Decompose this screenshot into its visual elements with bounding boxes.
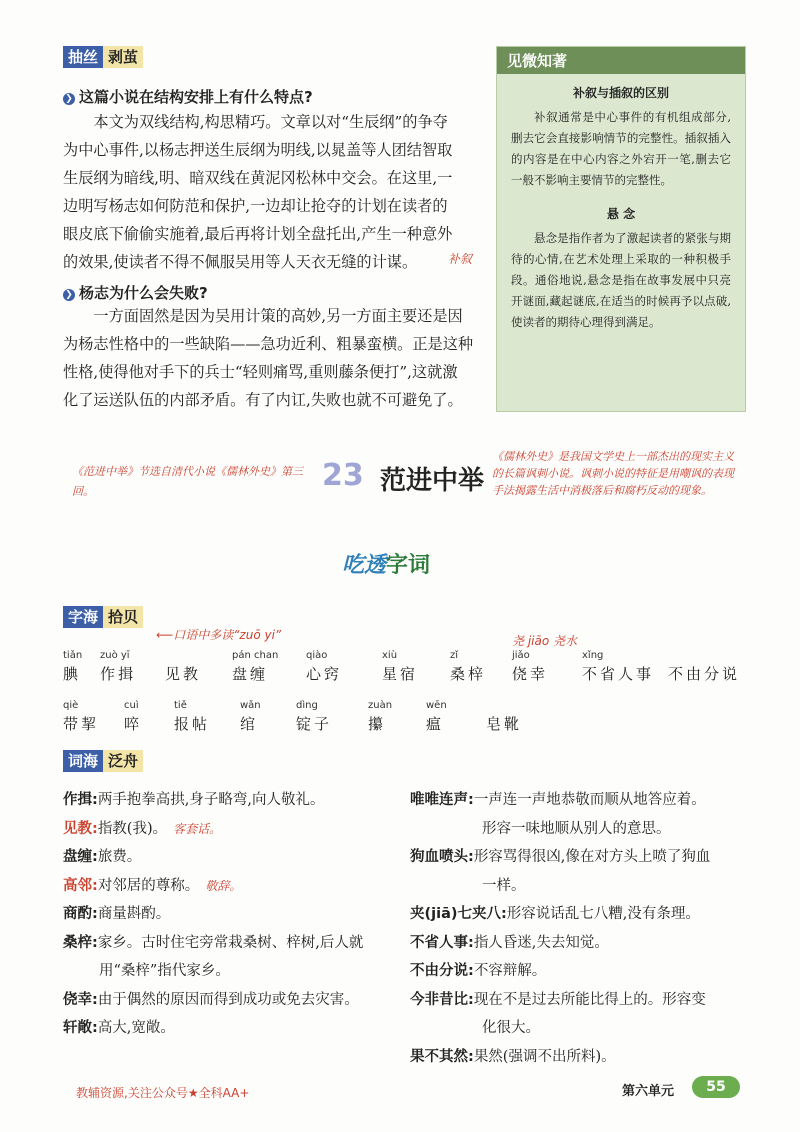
definition-entry [410, 815, 750, 844]
pinyin: tiǎn [63, 650, 83, 661]
definition-entry [410, 1014, 750, 1043]
cihai-right-column [410, 786, 750, 1071]
answer-line: 化了运送队伍的内部矛盾。有了内讧,失败也就不可避免了。 [63, 391, 463, 409]
definition-term: 作揖: [63, 792, 98, 808]
definition-entry [63, 786, 403, 815]
definition-entry [410, 1043, 750, 1072]
vocab-word: 腆 [63, 665, 82, 683]
question-icon: ❯ [63, 289, 75, 301]
definition-text: 不容辩解。 [473, 963, 547, 979]
sidebar-header: 见微知著 [497, 47, 745, 74]
vocab-word: 绾 [240, 715, 259, 733]
pinyin [486, 700, 522, 713]
definition-text: 对邻居的尊称。 [97, 877, 200, 894]
answer-1 [63, 108, 481, 276]
pinyin: zuò yī [100, 650, 130, 661]
zihai-note: ⟵口语中多读“zuō yi” [156, 628, 282, 642]
vocab-word: 皂靴 [486, 715, 523, 733]
definition-entry [63, 900, 403, 929]
definition-entry [63, 815, 403, 844]
pinyin: xiù [382, 650, 398, 661]
vocab-item [165, 650, 201, 684]
definition-term: 不省人事: [410, 934, 474, 951]
definition-text: 旅费。 [97, 849, 142, 865]
pinyin: qiè [63, 700, 79, 711]
definition-term: 狗血喷头: [410, 849, 474, 865]
sidebar-jianweizhizhu [496, 46, 746, 412]
sidebar-title-2: 悬 念 [606, 207, 636, 221]
lesson-number: 23 [322, 458, 364, 493]
vocab-word: 不由分说 [668, 665, 741, 683]
definition-entry [63, 872, 403, 901]
footer-unit: 第六单元 [622, 1084, 675, 1099]
pinyin: xǐng [582, 650, 604, 661]
vocab-item [382, 650, 418, 684]
answer-line: 边明写杨志如何防范和保护,一边却让抢夺的计划在读者的 [63, 197, 448, 215]
answer-line: 的效果,使读者不得不佩服吴用等人天衣无缝的计谋。 [63, 253, 418, 271]
pinyin: wēn [426, 700, 447, 711]
vocab-item [174, 700, 210, 734]
definition-entry [410, 872, 750, 901]
definition-term: 桑梓: [63, 934, 98, 951]
lesson-title: 范进中举 [380, 466, 485, 496]
definition-text: 形容说话乱七八糟,没有条理。 [506, 906, 700, 922]
vocab-item [63, 650, 82, 684]
vocab-item [450, 650, 486, 684]
vocab-word: 瘟 [426, 715, 445, 733]
definition-text: 化很大。 [482, 1020, 540, 1036]
question-icon: ❯ [63, 93, 75, 105]
definition-text: 一声连一声地恭敬而顺从地答应着。 [473, 792, 706, 808]
definition-text: 果然(强调不出所料)。 [473, 1048, 616, 1065]
lesson-note-left: 《范进中举》节选自清代小说《儒林外史》第三回。 [72, 465, 303, 498]
vocab-word: 桑梓 [450, 665, 487, 683]
definition-term: 今非昔比: [410, 991, 474, 1008]
vocab-word: 作揖 [100, 665, 137, 683]
answer-line: 一方面固然是因为吴用计策的高妙,另一方面主要还是因 [93, 307, 463, 325]
definition-entry [63, 957, 403, 986]
pinyin: tiě [174, 700, 187, 711]
definition-term: 果不其然: [410, 1048, 474, 1065]
vocab-word: 侥幸 [512, 665, 549, 683]
definition-text: 家乡。古时住宅旁常栽桑树、梓树,后人就 [97, 934, 364, 951]
footer-ad: 教辅资源,关注公众号★全科AA+ [76, 1086, 250, 1100]
pinyin: jiǎo [512, 650, 530, 661]
section-tag-chousi: 抽丝 剥茧 [63, 46, 143, 67]
vocab-word: 带挈 [63, 715, 100, 733]
cihai-left-column [63, 786, 403, 1043]
definition-entry [410, 900, 750, 929]
definition-text: 商量斟酌。 [97, 906, 171, 922]
vocab-item [426, 700, 447, 734]
definition-text: 一样。 [482, 877, 526, 894]
pinyin: qiào [306, 650, 328, 661]
definition-text: 形容骂得很凶,像在对方头上喷了狗血 [473, 849, 711, 865]
definition-text: 指人昏迷,失去知觉。 [473, 934, 609, 951]
vocab-word: 啐 [124, 715, 143, 733]
definition-term: 高邻: [63, 877, 98, 894]
lesson-note-right: 《儒林外史》是我国文学史上一部杰出的现实主义的长篇讽刺小说。讽刺小说的特征是用嘲讽的表现手法揭露生活中消极落后和腐朽反动的现象。 [492, 450, 734, 497]
vocab-item [582, 650, 654, 684]
vocab-word: 锭子 [296, 715, 333, 733]
question-1-title: ❯ 这篇小说在结构安排上有什么特点? [63, 86, 313, 107]
definition-term: 商酌: [63, 906, 98, 922]
vocab-item [63, 700, 99, 734]
vocab-word: 心窍 [306, 665, 343, 683]
margin-note-buxu: 补叙 [448, 252, 473, 266]
vocab-item [240, 700, 261, 734]
definition-term: 轩敞: [63, 1020, 98, 1036]
definition-entry [410, 986, 750, 1015]
vocab-item [124, 700, 142, 734]
definition-entry [63, 843, 403, 872]
definition-term: 盘缠: [63, 849, 98, 865]
vocab-item [306, 650, 342, 684]
pinyin [165, 650, 201, 663]
definition-term: 唯唯连声: [410, 792, 474, 808]
definition-text: 现在不是过去所能比得上的。形容变 [473, 991, 706, 1008]
definition-text: 由于偶然的原因而得到成功或免去灾害。 [97, 991, 359, 1008]
answer-line: 为杨志性格中的一些缺陷——急功近利、粗暴蛮横。正是这种 [63, 335, 474, 353]
sidebar-title-1: 补叙与插叙的区别 [572, 86, 669, 100]
definition-term: 不由分说: [410, 963, 474, 979]
vocab-item [512, 650, 548, 684]
definition-entry [410, 929, 750, 958]
definition-note: 敬辞。 [205, 878, 242, 893]
definition-text: 指教(我)。 [97, 820, 168, 837]
section-tag-cihai: 词海 泛舟 [63, 750, 143, 771]
pinyin: pán chan [232, 650, 279, 661]
definition-text: 形容一味地顺从别人的意思。 [482, 820, 671, 837]
definition-entry [63, 986, 403, 1015]
pinyin: zuàn [368, 700, 393, 711]
vocab-item [296, 700, 332, 734]
answer-line: 为中心事件,以杨志押送生辰纲为明线,以晁盖等人团结智取 [63, 141, 453, 159]
answer-line: 生辰纲为暗线,明、暗双线在黄泥冈松林中交会。在这里,一 [63, 169, 453, 187]
vocab-item [232, 650, 278, 684]
definition-term: 夹(jiā)七夹八: [410, 906, 507, 922]
pinyin: cuì [124, 700, 139, 711]
vocab-word: 报帖 [174, 715, 211, 733]
vocab-item [368, 700, 392, 734]
definition-entry [410, 786, 750, 815]
section-tag-zihai: 字海 拾贝 [63, 606, 143, 627]
pinyin: dìng [296, 700, 318, 711]
answer-line: 本文为双线结构,构思精巧。文章以对“生辰纲”的争夺 [93, 113, 448, 131]
definition-entry [410, 843, 750, 872]
vocab-word: 星宿 [382, 665, 419, 683]
chitou-zici-heading: 吃透字词 [342, 553, 431, 578]
sidebar-text-2: 悬念是指作者为了激起读者的紧张与期待的心情,在艺术处理上采取的一种积极手段。通俗地说,悬念是指在故事发展中只亮开谜面,藏起谜底,在适当的时候再予以点破,使读者的期待心理得到满足。 [511, 231, 731, 329]
sidebar-text-1: 补叙通常是中心事件的有机组成部分,删去它会直接影响情节的完整性。插叙插入的内容是在中心内容之外宕开一笔,删去它一般不影响主要情节的完整性。 [511, 110, 731, 187]
pinyin: wǎn [240, 700, 261, 711]
answer-line: 性格,使得他对手下的兵士“轻则痛骂,重则藤条便打”,这就激 [63, 363, 458, 381]
definition-entry [63, 1014, 403, 1043]
definition-text: 用“桑梓”指代家乡。 [99, 963, 230, 979]
vocab-word: 见教 [165, 665, 202, 683]
question-2-title: ❯ 杨志为什么会失败? [63, 282, 208, 303]
definition-term: 侥幸: [63, 991, 98, 1008]
vocab-word: 攥 [368, 715, 387, 733]
vocab-item [668, 650, 740, 684]
page-number: 55 [692, 1076, 740, 1098]
definition-term: 见教: [63, 820, 98, 837]
definition-text: 高大,宽敞。 [97, 1020, 175, 1036]
pinyin [668, 650, 740, 663]
vocab-item [486, 700, 522, 734]
definition-entry [410, 957, 750, 986]
definition-note: 客套话。 [173, 821, 222, 836]
pinyin: zǐ [450, 650, 459, 661]
vocab-word: 不省人事 [582, 665, 655, 683]
answer-line: 眼皮底下偷偷实施着,最后再将计划全盘托出,产生一种意外 [63, 225, 453, 243]
vocab-word: 盘缠 [232, 665, 269, 683]
vocab-item [100, 650, 136, 684]
zihai-note-2: 尧 jiāo 尧水 [512, 634, 577, 648]
answer-2 [63, 302, 481, 414]
definition-text: 两手抱拳高拱,身子略弯,向人敬礼。 [97, 792, 325, 808]
definition-entry [63, 929, 403, 958]
